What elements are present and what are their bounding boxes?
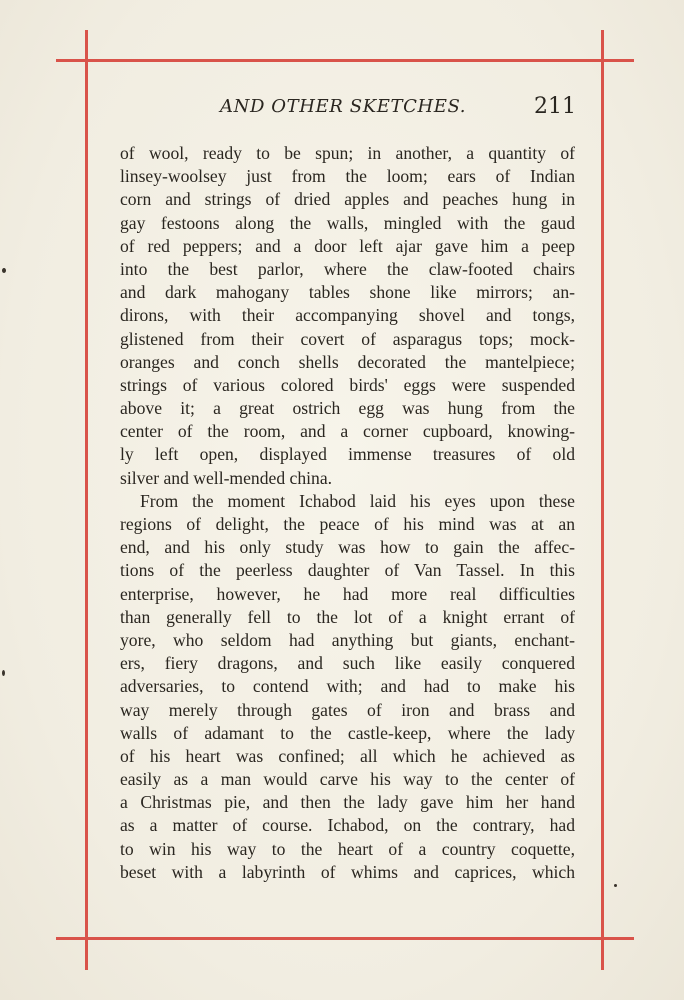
- paper-speck: [2, 268, 6, 273]
- text-line: enterprise, however, he had more real difficulties: [120, 583, 575, 604]
- text-line: as a matter of course. Ichabod, on the contrary, had: [120, 815, 575, 836]
- text-line: ly left open, displayed immense treasures of old: [120, 444, 575, 465]
- text-line: yore, who seldom had anything but giants, enchant-: [120, 629, 575, 650]
- text-line: regions of delight, the peace of his mind was at an: [120, 514, 575, 534]
- right-border-rule: [601, 30, 604, 970]
- top-border-rule: [56, 59, 634, 62]
- text-line: oranges and conch shells decorated the mantelpiece;: [120, 351, 575, 372]
- paper-speck: [2, 670, 5, 676]
- text-line: gay festoons along the walls, mingled with the gaud: [120, 212, 575, 233]
- text-line: into the best parlor, where the claw-footed chairs: [120, 258, 575, 279]
- text-line: to win his way to the heart of a country coquette,: [120, 838, 575, 859]
- paragraph-end-line: silver and well-mended china.: [120, 467, 333, 488]
- text-line: of his heart was confined; all which he achieved as: [120, 745, 575, 766]
- body-text: [120, 142, 575, 884]
- text-line: end, and his only study was how to gain the affec-: [120, 537, 575, 558]
- text-line: walls of adamant to the castle-keep, where the lady: [120, 722, 575, 743]
- text-line: of red peppers; and a door left ajar gave him a peep: [120, 235, 575, 256]
- text-line: of wool, ready to be spun; in another, a quantity of: [120, 143, 575, 163]
- bottom-border-rule: [56, 937, 634, 940]
- text-line: center of the room, and a corner cupboard, knowing-: [120, 421, 575, 442]
- paragraph-first-line: From the moment Ichabod laid his eyes upon these: [140, 490, 575, 511]
- text-line: easily as a man would carve his way to the center of: [120, 769, 575, 790]
- text-line: dirons, with their accompanying shovel and tongs,: [120, 305, 575, 326]
- text-line: beset with a labyrinth of whims and caprices, which: [120, 861, 575, 882]
- text-line: a Christmas pie, and then the lady gave him her hand: [120, 792, 575, 813]
- text-line: ers, fiery dragons, and such like easily conquered: [120, 653, 575, 674]
- paper-speck: [614, 884, 617, 887]
- running-head: [120, 94, 578, 124]
- text-line: than generally fell to the lot of a knight errant of: [120, 606, 575, 627]
- text-line: strings of various colored birds' eggs were suspended: [120, 374, 575, 395]
- text-line: linsey-woolsey just from the loom; ears of Indian: [120, 166, 575, 187]
- text-line: glistened from their covert of asparagus tops; mock-: [120, 328, 575, 349]
- text-line: way merely through gates of iron and brass and: [120, 699, 575, 720]
- text-line: above it; a great ostrich egg was hung from the: [120, 398, 575, 419]
- left-border-rule: [85, 30, 88, 970]
- running-title: AND OTHER SKETCHES.: [220, 96, 467, 117]
- page-number: 211: [534, 94, 576, 119]
- text-line: corn and strings of dried apples and peaches hung in: [120, 189, 575, 210]
- text-line: and dark mahogany tables shone like mirrors; an-: [120, 282, 575, 303]
- text-line: adversaries, to contend with; and had to make his: [120, 676, 575, 697]
- text-line: tions of the peerless daughter of Van Tassel. In this: [120, 560, 575, 581]
